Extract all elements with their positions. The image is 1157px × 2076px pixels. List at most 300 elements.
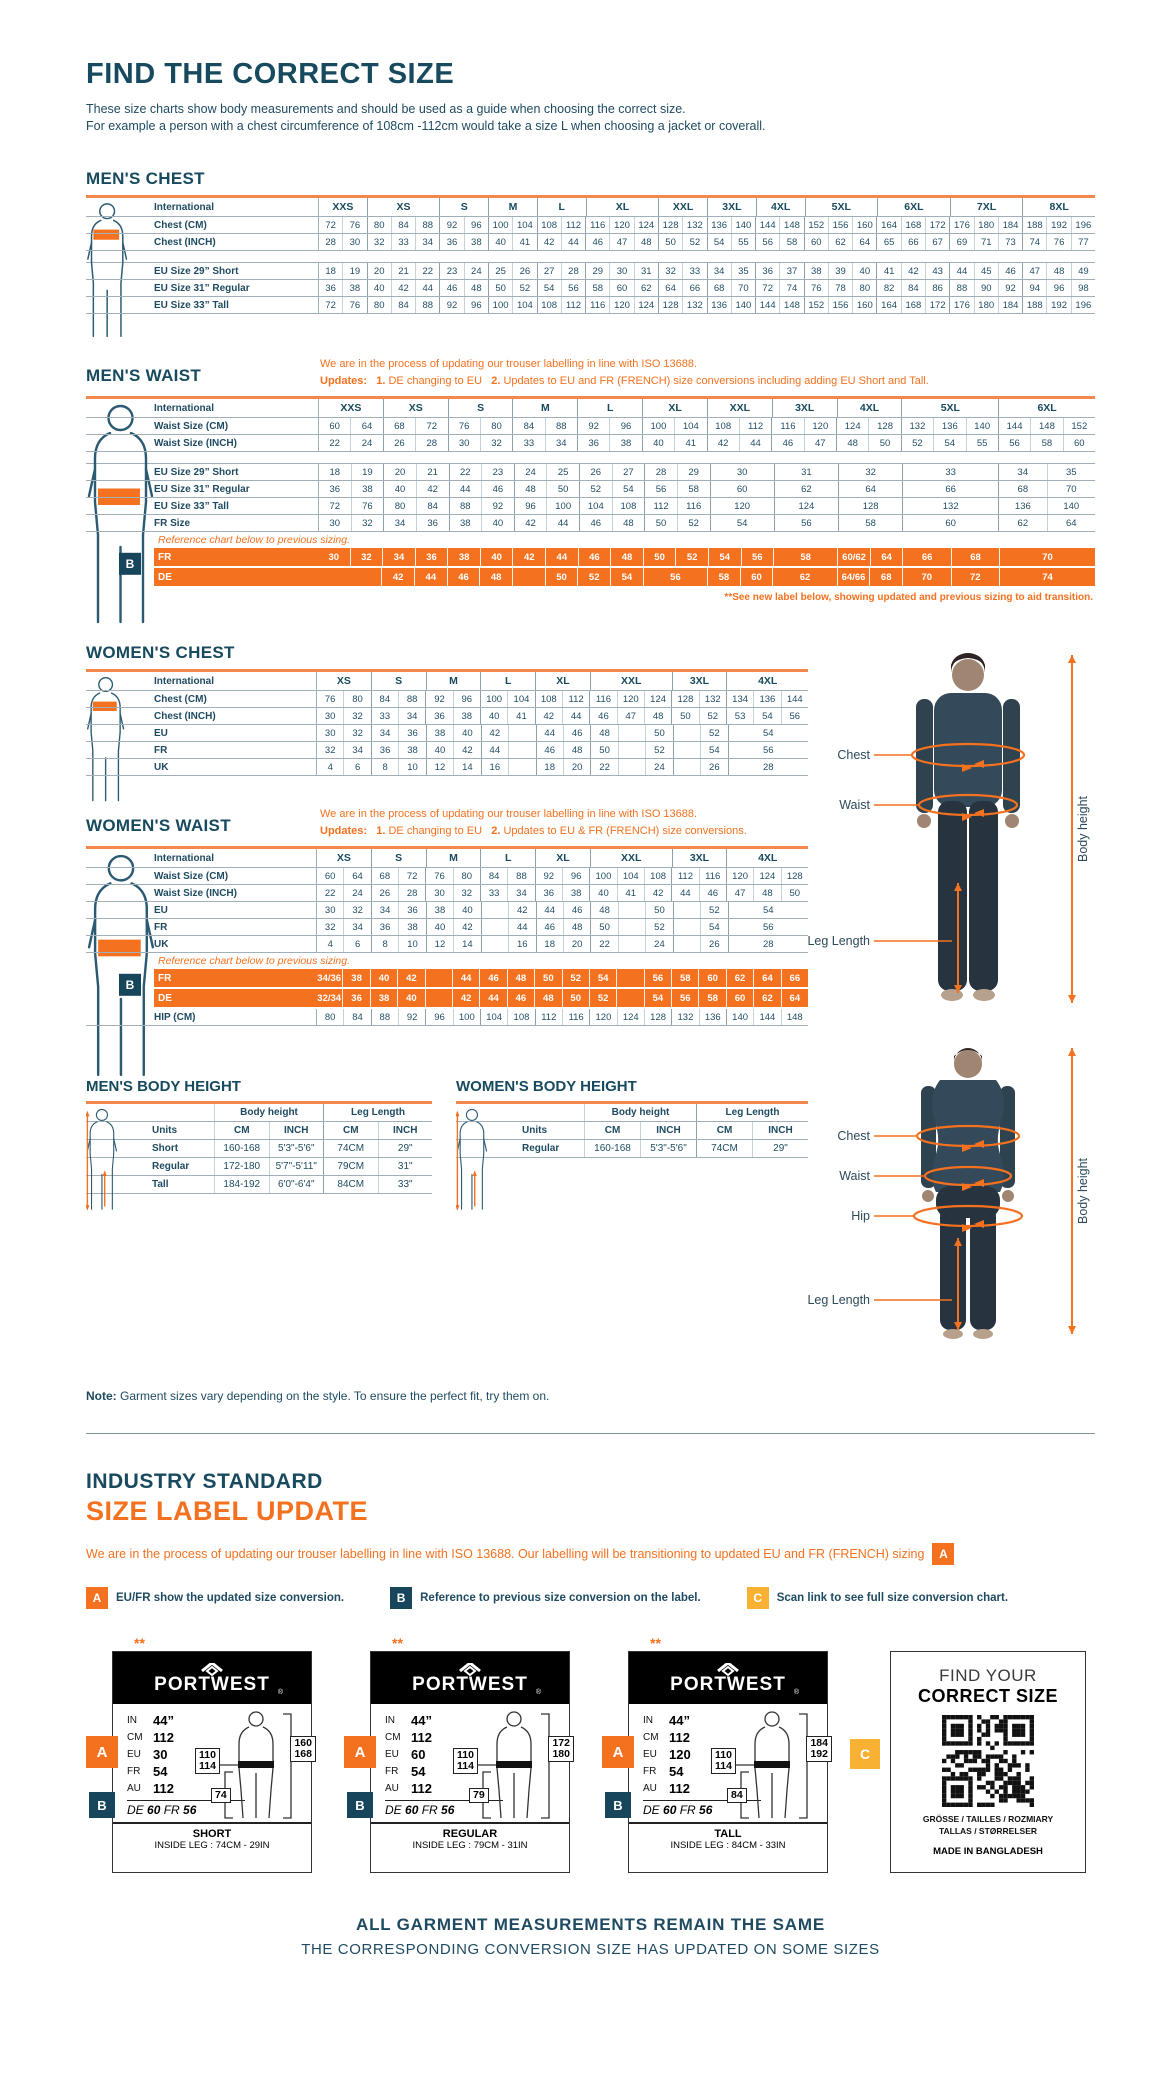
- value-cell: 172-180: [214, 1158, 269, 1175]
- span-element: 23: [492, 466, 504, 478]
- table-cell: [319, 297, 343, 313]
- rect-element: [951, 1803, 955, 1807]
- mens-chest-title: MEN'S CHEST: [86, 169, 205, 188]
- span-element: XXL: [672, 201, 694, 213]
- table-cell: [774, 548, 838, 566]
- table-row: [86, 742, 808, 759]
- table-cell: [465, 263, 489, 279]
- rect-element: [1016, 1763, 1020, 1767]
- rect-element: [1003, 1715, 1007, 1719]
- table-cell: [513, 297, 537, 313]
- rect-element: [995, 1772, 999, 1776]
- span-element: 42: [908, 265, 919, 277]
- span-element: 48: [515, 972, 527, 984]
- table-cell: [871, 548, 904, 566]
- value-cell: 5'3"-5'6": [640, 1140, 696, 1157]
- table-cell: [934, 418, 966, 434]
- table-cell: [564, 725, 591, 741]
- rect-element: [1003, 1785, 1007, 1789]
- span-element: 140: [735, 219, 752, 231]
- table-row: [86, 435, 1095, 452]
- table-cell: [586, 263, 610, 279]
- size-value: 54: [669, 1764, 684, 1779]
- table-cell: [1047, 263, 1071, 279]
- table-cell: [536, 708, 563, 724]
- table-cell: [343, 217, 367, 233]
- table-row: [86, 498, 1095, 515]
- table-cell: [481, 1009, 508, 1025]
- table-cell: [754, 969, 781, 987]
- table-cell: [343, 989, 370, 1007]
- span-element: 46: [592, 236, 604, 248]
- table-cell: [659, 280, 683, 296]
- reference-note: Reference chart below to previous sizing.: [158, 534, 351, 546]
- table-cell: [619, 742, 646, 758]
- span-element: M: [508, 201, 518, 213]
- rect-element: [986, 1724, 990, 1728]
- row-cells: [318, 234, 1095, 250]
- span-element: 84: [398, 219, 409, 231]
- table-cell: [344, 742, 371, 758]
- table-cell: [509, 725, 536, 741]
- table-cell: [999, 481, 1047, 497]
- rect-element: [1025, 1798, 1029, 1802]
- span-element: 26: [379, 887, 391, 899]
- table-cell: [537, 902, 564, 918]
- rect-element: [951, 1728, 955, 1732]
- span-element: M: [449, 852, 458, 864]
- row-label: EU Size 33” Tall: [154, 500, 229, 512]
- table-cell: [772, 435, 804, 451]
- span-element: 50: [680, 710, 691, 722]
- legend-row: [86, 1587, 1095, 1609]
- span-element: 124: [844, 420, 861, 432]
- span-element: 52: [689, 236, 701, 248]
- span-element: 47: [1029, 265, 1041, 277]
- row-cells: [316, 936, 808, 952]
- span-element: 72: [970, 571, 981, 583]
- span-element: 32: [324, 921, 336, 933]
- span-element: 44: [557, 517, 569, 529]
- span-element: 60: [329, 420, 340, 432]
- find-your-text: FIND YOUR: [939, 1666, 1037, 1685]
- table-cell: [319, 217, 343, 233]
- table-cell: [701, 919, 728, 935]
- table-cell: [317, 708, 344, 724]
- span-element: 38: [570, 887, 582, 899]
- rect-element: [968, 1728, 972, 1732]
- table-cell: [877, 263, 901, 279]
- row-label: Chest (INCH): [154, 236, 216, 248]
- text-element: Leg Length: [808, 1293, 870, 1307]
- span-element: 124: [650, 693, 667, 705]
- span-element: 42: [525, 517, 536, 529]
- table-cell: [975, 217, 999, 233]
- rect-element: [999, 1794, 1003, 1798]
- garment-note: [86, 1389, 1095, 1403]
- table-row: [86, 217, 1095, 234]
- rect-element: [1012, 1715, 1016, 1719]
- rect-element: [960, 1763, 964, 1767]
- table-cell: [683, 280, 707, 296]
- div-element: [86, 1078, 808, 1194]
- span-element: 67: [932, 236, 943, 248]
- span-element: 42: [392, 571, 404, 583]
- table-cell: [708, 435, 740, 451]
- rect-element: [977, 1768, 981, 1772]
- table-cell: [1064, 418, 1095, 434]
- rect-element: [981, 1768, 985, 1772]
- table-cell: [590, 868, 617, 884]
- woman-measurement-figure: [808, 1020, 1095, 1355]
- rect-element: [1003, 1741, 1007, 1745]
- fit-label: Regular: [522, 1143, 560, 1154]
- span-element: 70: [1065, 483, 1077, 495]
- rect-element: [973, 1759, 977, 1763]
- rect-element: [1016, 1741, 1020, 1745]
- row-label: FR: [158, 551, 172, 563]
- span-element: 66: [921, 551, 933, 563]
- table-cell: [536, 849, 591, 867]
- rect-element: [955, 1763, 959, 1767]
- table-cell: [708, 568, 741, 586]
- span-element: 54: [621, 571, 633, 583]
- span-element: 40: [859, 265, 871, 277]
- span-element: 5XL: [940, 402, 960, 414]
- legend-text: EU/FR show the updated size conversion.: [116, 1592, 345, 1604]
- table-cell: [426, 1009, 453, 1025]
- span-element: 68: [394, 420, 405, 432]
- table-cell: [610, 297, 634, 313]
- rect-element: [946, 1741, 950, 1745]
- table-cell: [646, 902, 673, 918]
- table-cell: [839, 481, 903, 497]
- table-cell: [635, 280, 659, 296]
- span-element: 132: [677, 1011, 694, 1023]
- span-element: 40: [406, 992, 417, 1004]
- table-cell: [368, 263, 392, 279]
- table-cell: [578, 568, 611, 586]
- rect-element: [968, 1719, 972, 1723]
- rect-element: [981, 1803, 985, 1807]
- table-cell: [465, 297, 489, 313]
- span-element: 52: [709, 904, 720, 916]
- portwest-logo: [113, 1652, 311, 1704]
- table-cell: [482, 481, 515, 497]
- table-cell: [926, 280, 950, 296]
- row-label: International: [154, 402, 215, 414]
- fit-name: SHORT: [192, 1828, 232, 1840]
- unit-cell: CM: [323, 1122, 378, 1139]
- rect-element: [754, 1761, 790, 1768]
- span-element: 62: [801, 483, 812, 495]
- span-element: DE 60 FR 56: [127, 1803, 197, 1817]
- span-element: 38: [434, 904, 446, 916]
- rect-element: [955, 1724, 959, 1728]
- span-element: 36: [379, 921, 391, 933]
- span-element: 96: [471, 299, 482, 311]
- table-cell: [618, 708, 645, 724]
- corner-cell: [86, 1104, 214, 1121]
- rect-element: [1008, 1741, 1012, 1745]
- table-cell: [450, 481, 483, 497]
- rect-element: [1012, 1724, 1016, 1728]
- span-element: 32: [665, 265, 676, 277]
- update-2-text: Updates to EU & FR (FRENCH) size conversions.: [503, 825, 747, 837]
- table-cell: [782, 868, 808, 884]
- span-element: 120: [812, 420, 829, 432]
- table-cell: [454, 742, 481, 758]
- table-row: [125, 548, 1095, 571]
- units-label: Units: [152, 1125, 177, 1136]
- badge-a: A: [344, 1736, 376, 1768]
- table-cell: [699, 989, 726, 1007]
- row-cells: [316, 919, 808, 935]
- table-cell: [372, 868, 399, 884]
- span-element: 76: [349, 299, 361, 311]
- table-cell: [838, 399, 903, 417]
- rect-element: [990, 1794, 994, 1798]
- table-cell: [902, 399, 999, 417]
- rect-element: [960, 1785, 964, 1789]
- table-cell: [591, 936, 618, 952]
- table-row: [86, 885, 808, 902]
- rect-element: [955, 1754, 959, 1758]
- rect-element: [1016, 1794, 1020, 1798]
- span-element: 134: [732, 693, 749, 705]
- rect-element: [986, 1763, 990, 1767]
- span-element: 56: [762, 236, 773, 248]
- table-cell: [399, 868, 426, 884]
- table-cell: [580, 498, 613, 514]
- span-element: 19: [349, 265, 361, 277]
- span-element: 92: [1005, 282, 1016, 294]
- table-cell: [675, 435, 707, 451]
- table-row: [86, 919, 808, 936]
- table-cell: [454, 885, 481, 901]
- span-element: 24: [471, 265, 482, 277]
- span-element: 84: [398, 299, 409, 311]
- table-cell: [536, 691, 563, 707]
- span-element: 116: [590, 219, 606, 231]
- span-element: 88: [422, 299, 434, 311]
- value-cell: 5'3"-5'6": [269, 1140, 324, 1157]
- span-element: 24: [525, 466, 536, 478]
- span-element: 34: [516, 887, 527, 899]
- row-cells: [316, 989, 808, 1007]
- span-element: 56: [670, 571, 681, 583]
- table-cell: [448, 548, 481, 566]
- span-element: 36: [434, 710, 445, 722]
- fit-label: Tall: [152, 1179, 169, 1190]
- span-element: 42: [523, 551, 535, 563]
- span-element: 62: [1017, 517, 1029, 529]
- span-element: 48: [599, 727, 610, 739]
- span-element: 104: [516, 219, 533, 231]
- span-element: 140: [974, 420, 991, 432]
- table-cell: [711, 481, 775, 497]
- span-element: 54: [762, 727, 774, 739]
- span-element: 196: [1075, 219, 1092, 231]
- table-cell: [591, 849, 673, 867]
- value-cell: 29": [378, 1140, 433, 1157]
- span-element: 6XL: [904, 201, 924, 213]
- table-cell: [618, 1009, 645, 1025]
- update-1-num: 1.: [376, 825, 386, 837]
- table-cell: [453, 969, 480, 987]
- rect-element: [1030, 1728, 1034, 1732]
- span-element: 60: [1074, 437, 1085, 449]
- span-element: 42: [462, 921, 473, 933]
- span-element: 132: [704, 693, 721, 705]
- span-element: 76: [324, 693, 336, 705]
- span-element: 34: [352, 921, 363, 933]
- span-element: 56: [655, 483, 667, 495]
- rect-element: [964, 1776, 968, 1780]
- span-element: XS: [336, 675, 351, 687]
- rect-element: [1012, 1733, 1016, 1737]
- span-element: 38: [378, 992, 390, 1004]
- table-row: [86, 759, 808, 776]
- table-cell: [372, 919, 399, 935]
- table-cell: [829, 297, 853, 313]
- row-label: EU Size 31” Regular: [154, 483, 250, 495]
- table-cell: [465, 280, 489, 296]
- span-element: 38: [407, 744, 418, 756]
- span-element: 46: [571, 904, 583, 916]
- womens-waist-table: [86, 846, 808, 1026]
- table-cell: [708, 280, 732, 296]
- table-cell: [578, 399, 643, 417]
- rect-element: [238, 1761, 274, 1768]
- row-cells: [316, 969, 808, 987]
- table-cell: [344, 885, 371, 901]
- span-element: 32/34: [317, 992, 342, 1004]
- span-element: 4XL: [859, 402, 880, 414]
- span-element: DE 60 FR 56: [385, 1803, 455, 1817]
- span-element: 26: [590, 466, 602, 478]
- size-table: [86, 396, 1095, 603]
- span-element: 68: [379, 870, 391, 882]
- span-element: 128: [786, 870, 803, 882]
- span-element: 24: [361, 437, 373, 449]
- span-element: 47: [616, 236, 628, 248]
- value-cell: 160-168: [214, 1140, 269, 1157]
- span-element: 60/62: [842, 551, 866, 563]
- span-element: 66: [789, 972, 801, 984]
- table-cell: [853, 263, 877, 279]
- span-element: 72: [762, 282, 773, 294]
- span-element: 68: [880, 571, 892, 583]
- table-cell: [676, 548, 709, 566]
- table-row: [86, 263, 1095, 280]
- span-element: 36: [351, 992, 362, 1004]
- table-cell: [399, 742, 426, 758]
- span-element: 33: [945, 466, 956, 478]
- rect-element: [999, 1719, 1003, 1723]
- table-cell: [368, 297, 392, 313]
- table-cell: [509, 742, 536, 758]
- span-element: 104: [513, 693, 530, 705]
- rect-element: [1030, 1741, 1034, 1745]
- table-cell: [562, 234, 586, 250]
- span-element: 92: [588, 420, 599, 432]
- table-cell: [902, 435, 934, 451]
- span-element: 76: [434, 870, 445, 882]
- span-element: 72: [406, 870, 418, 882]
- table-cell: [926, 263, 950, 279]
- span-element: 26: [709, 938, 720, 950]
- span-element: 28: [426, 437, 438, 449]
- unit-cell: CM: [214, 1122, 269, 1139]
- rect-element: [942, 1785, 946, 1789]
- span-element: 46: [598, 710, 609, 722]
- table-cell: [587, 198, 660, 216]
- rect-element: [1030, 1750, 1034, 1754]
- table-cell: [578, 418, 610, 434]
- value-cell: 74CM: [323, 1140, 378, 1157]
- table-cell: [537, 936, 564, 952]
- row-cells: [318, 548, 1095, 566]
- table-cell: [481, 885, 508, 901]
- table-cell: [673, 849, 728, 867]
- span-element: 148: [784, 219, 800, 231]
- table-cell: [546, 418, 578, 434]
- table-cell: [513, 280, 537, 296]
- unit-cell: INCH: [378, 1122, 433, 1139]
- span-element: 76: [458, 420, 470, 432]
- span-element: 65: [883, 236, 895, 248]
- table-cell: [538, 234, 562, 250]
- span-element: 50: [654, 904, 665, 916]
- table-cell: [344, 936, 371, 952]
- table-cell: [547, 481, 580, 497]
- span-element: 42: [717, 437, 729, 449]
- span-element: XXS: [332, 201, 354, 213]
- rect-element: [942, 1794, 946, 1798]
- span-element: 96: [461, 693, 473, 705]
- span-element: 76: [1053, 236, 1065, 248]
- table-cell: [673, 672, 728, 690]
- span-element: 46: [571, 727, 583, 739]
- rect-element: [938, 801, 967, 991]
- span-element: 180: [978, 299, 995, 311]
- table-cell: [975, 263, 999, 279]
- span-element: 192: [1051, 299, 1067, 311]
- table-cell: [729, 936, 808, 952]
- table-cell: [839, 498, 903, 514]
- span-element: 136: [759, 693, 776, 705]
- rect-element: [1021, 1741, 1025, 1745]
- table-cell: [952, 548, 1000, 566]
- table-cell: [646, 725, 673, 741]
- span-element: 172: [929, 299, 946, 311]
- span-element: L: [505, 675, 512, 687]
- span-element: 152: [808, 299, 825, 311]
- span-element: 77: [1078, 236, 1089, 248]
- table-cell: [613, 464, 646, 480]
- rect-element: [946, 1776, 950, 1780]
- row-cells: [318, 464, 1095, 480]
- unit-cell: CM: [584, 1122, 640, 1139]
- span-element: 40: [462, 904, 473, 916]
- table-cell: [999, 435, 1031, 451]
- rect-element: [968, 1741, 972, 1745]
- span-element: 188: [1026, 219, 1043, 231]
- text-element: Waist: [839, 798, 870, 812]
- rect-element: [1003, 1781, 1007, 1785]
- size-system: IN: [643, 1715, 653, 1726]
